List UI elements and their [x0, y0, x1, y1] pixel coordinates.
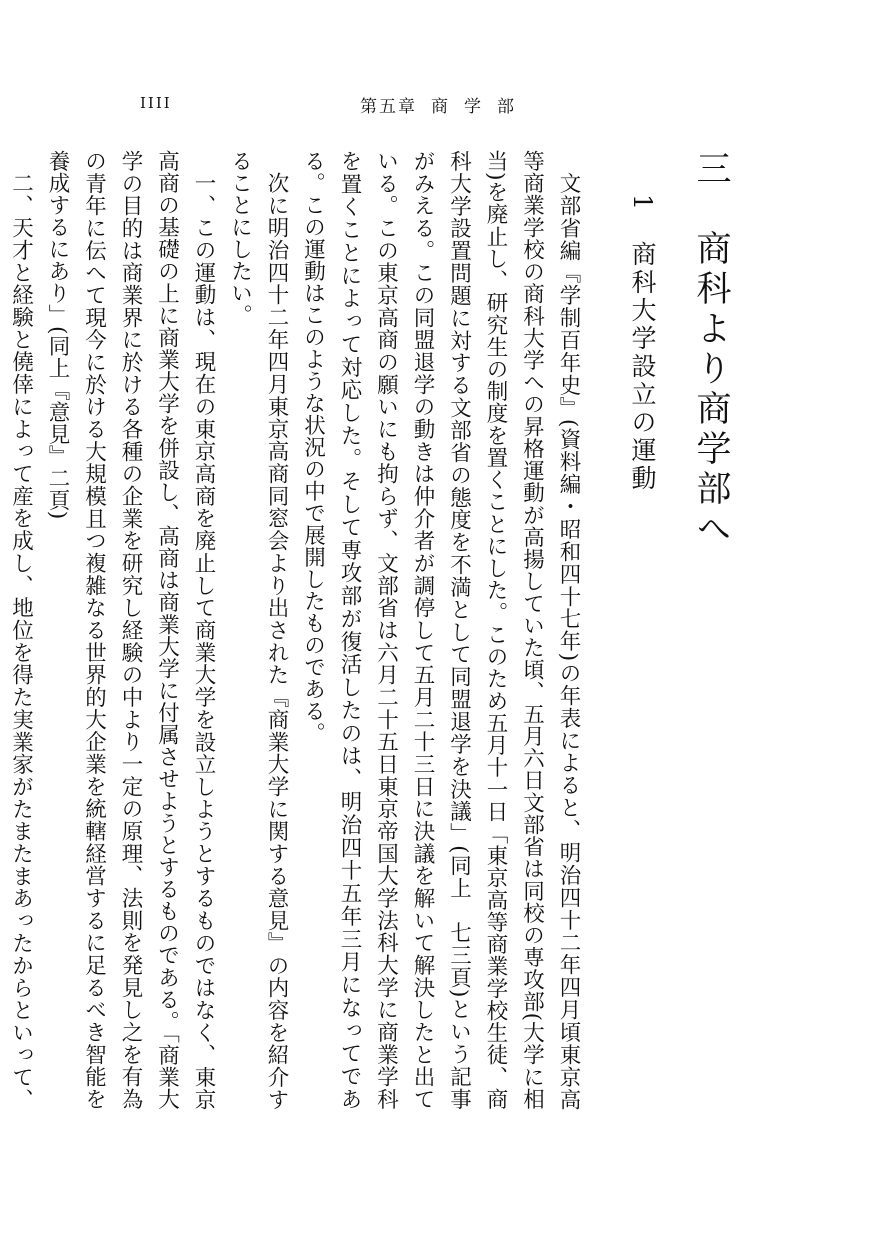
chapter-name-char: 部 — [497, 97, 516, 117]
chapter-label: 第五章 — [360, 97, 417, 117]
chapter-name-char: 商 — [431, 97, 450, 117]
running-head — [360, 92, 530, 117]
vertical-body-text — [8, 150, 738, 1110]
page-number: IIII — [140, 94, 172, 112]
subsection-title: 1 商科大学設立の運動 — [628, 194, 657, 493]
paragraph: 二、天才と経験と僥倖によって産を成し、地位を得た実業家がたまたまあったからといって、 — [8, 171, 34, 1110]
chapter-name-char: 学 — [464, 97, 483, 117]
paragraph: 次に明治四十二年四月東京高商同窓会より出された『商業大学に関する意見』の内容を紹介することにしたい。 — [227, 150, 289, 1110]
section-title: 三 商科より商学部へ — [691, 150, 731, 550]
paragraph: 一、この運動は、現在の東京高商を廃止して商業大学を設立しようとするものではなく、東京高商の基礎の上に商業大学を併設し、高商は商業大学に付属させようとするものである。「商業大学の目的は商業界に於ける各種の企業を研究し経験の中より一定の原理、法則を発見し之を有為の青年に伝へて現今に於ける大規模且つ複雑なる世界的大企業を統轄経営するに足るべき智能を養成するにあり」(同上『意見』二頁) — [45, 150, 216, 1110]
paragraph: 文部省編『学制百年史』(資料編・昭和四十七年)の年表によると、明治四十二年四月頃東京高等商業学校の商科大学への昇格運動が高揚していた頃、五月六日文部省は同校の専攻部(大学に相当)を廃止し、研究生の制度を置くことにした。このため五月十一日「東京高等商業学校生徒、商科大学設置問題に対する文部省の態度を不満として同盟退学を決議」(同上 七三頁)という記事がみえる。この同盟退学の動きは仲介者が調停して五月二十三日に決議を解いて解決したと出ている。この東京高商の願いにも拘らず、文部省は六月二十五日東京帝国大学法科大学に商業学科を置くことによって対応した。そして専攻部が復活したのは、明治四十五年三月になってである。この運動はこのような状況の中で展開したものである。 — [300, 150, 581, 1110]
